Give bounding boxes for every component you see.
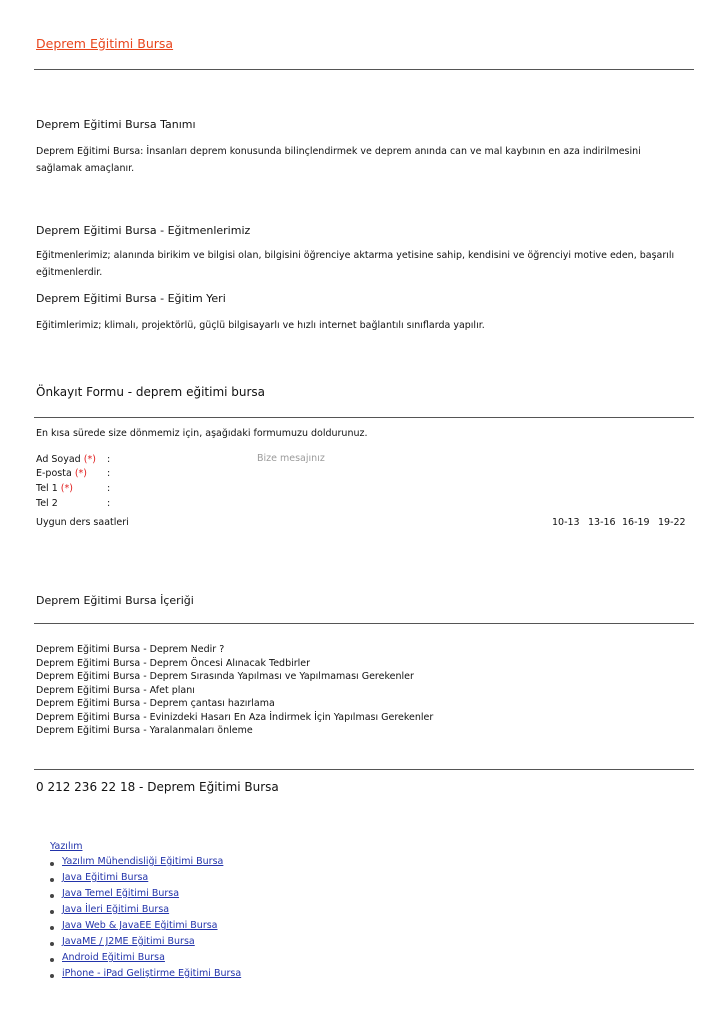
tel1-label: Tel 1 (*) — [36, 483, 73, 494]
name-label: Ad Soyad (*) — [36, 454, 96, 465]
required-mark: (*) — [60, 483, 73, 494]
bullet-icon — [50, 974, 54, 978]
tel1-colon: : — [107, 483, 111, 494]
software-link[interactable]: Java İleri Eğitimi Bursa — [62, 904, 170, 915]
form-divider — [34, 417, 694, 418]
content-divider — [34, 623, 694, 624]
tel2-label: Tel 2 — [36, 498, 58, 509]
email-colon: : — [107, 468, 111, 479]
email-input[interactable] — [120, 466, 240, 480]
content-bottom-divider — [34, 769, 694, 770]
definition-heading: Deprem Eğitimi Bursa Tanımı — [36, 118, 196, 131]
software-link[interactable]: iPhone - iPad Geliştirme Eğitimi Bursa — [62, 968, 242, 979]
bullet-icon — [50, 894, 54, 898]
phone-line: 0 212 236 22 18 - Deprem Eğitimi Bursa — [36, 780, 279, 794]
bullet-icon — [50, 942, 54, 946]
software-link[interactable]: Android Eğitimi Bursa — [62, 952, 165, 963]
bullet-icon — [50, 910, 54, 914]
name-input[interactable] — [120, 452, 240, 466]
form-heading: Önkayıt Formu - deprem eğitimi bursa — [36, 385, 266, 399]
bullet-icon — [50, 878, 54, 882]
bullet-icon — [50, 926, 54, 930]
bullet-icon — [50, 862, 54, 866]
location-heading: Deprem Eğitimi Bursa - Eğitim Yeri — [36, 292, 226, 305]
content-list — [36, 643, 433, 738]
content-item: Deprem Eğitimi Bursa - Yaralanmaları önleme — [36, 725, 253, 736]
bullet-icon — [50, 958, 54, 962]
content-item: Deprem Eğitimi Bursa - Deprem Sırasında Yapılması ve Yapılmaması Gerekenler — [36, 671, 414, 682]
hours-option-2[interactable]: 13-16 — [588, 517, 616, 528]
tel2-input[interactable] — [120, 496, 240, 510]
content-heading: Deprem Eğitimi Bursa İçeriği — [36, 594, 194, 607]
content-item: Deprem Eğitimi Bursa - Afet planı — [36, 684, 195, 696]
instructors-heading: Deprem Eğitimi Bursa - Eğitmenlerimiz — [36, 224, 251, 237]
content-item: Deprem Eğitimi Bursa - Evinizdeki Hasarı En Aza İndirmek İçin Yapılması Gerekenler — [36, 711, 434, 723]
tel1-input[interactable] — [120, 481, 240, 495]
software-link[interactable]: Java Temel Eğitimi Bursa — [62, 888, 180, 899]
software-heading-link[interactable]: Yazılım — [50, 841, 83, 852]
email-label: E-posta (*) — [36, 468, 87, 479]
location-text: Eğitimlerimiz; klimalı, projektörlü, güçlü bilgisayarlı ve hızlı internet bağlantılı sınıflarda yapılır. — [36, 320, 485, 331]
hours-option-1[interactable]: 10-13 — [552, 517, 580, 528]
site-title-link[interactable]: Deprem Eğitimi Bursa — [36, 36, 174, 51]
software-link[interactable]: Java Eğitimi Bursa — [62, 872, 149, 883]
required-mark: (*) — [74, 468, 87, 479]
hours-option-3[interactable]: 16-19 — [622, 517, 650, 528]
tel2-colon: : — [107, 498, 111, 509]
required-mark: (*) — [83, 454, 96, 465]
software-link[interactable]: JavaME / J2ME Eğitimi Bursa — [62, 936, 195, 947]
name-colon: : — [107, 454, 111, 465]
form-intro: En kısa sürede size dönmemiz için, aşağıdaki formumuzu doldurunuz. — [36, 428, 368, 439]
instructors-text: Eğitmenlerimiz; alanında birikim ve bilgisi olan, bilgisini öğrenciye aktarma yetisine sahip, kendisini ve öğrenciyi motive eden, başarılı eğitmenlerdir. — [36, 250, 675, 278]
content-item: Deprem Eğitimi Bursa - Deprem çantası hazırlama — [36, 698, 275, 709]
hours-option-4[interactable]: 19-22 — [658, 517, 686, 528]
header-divider — [34, 69, 694, 70]
content-item: Deprem Eğitimi Bursa - Deprem Nedir ? — [36, 644, 225, 655]
message-textarea[interactable]: Bize mesajınız — [257, 453, 325, 464]
software-link[interactable]: Java Web & JavaEE Eğitimi Bursa — [62, 920, 218, 931]
software-link[interactable]: Yazılım Mühendisliği Eğitimi Bursa — [62, 856, 224, 867]
content-item: Deprem Eğitimi Bursa - Deprem Öncesi Alınacak Tedbirler — [36, 657, 311, 669]
hours-label: Uygun ders saatleri — [36, 517, 129, 528]
definition-text: Deprem Eğitimi Bursa: İnsanları deprem konusunda bilinçlendirmek ve deprem anında can ve mal kaybının en aza indirilmesini sağlamak amaçlanır. — [36, 146, 641, 174]
